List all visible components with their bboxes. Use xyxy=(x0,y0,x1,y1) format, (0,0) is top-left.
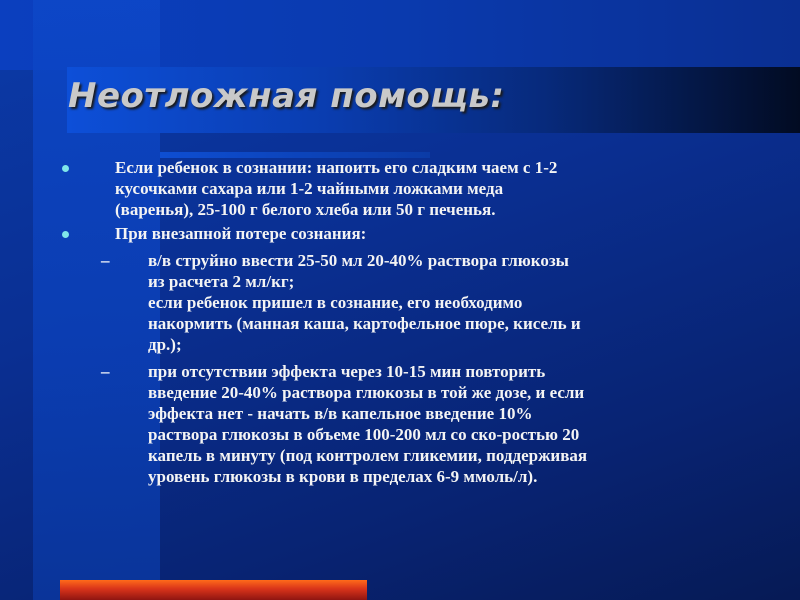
sub-bullet-text-line: накормить (манная каша, картофельное пюре, кисель и xyxy=(148,314,581,333)
slide-content xyxy=(62,157,762,490)
slide-title: Неотложная помощь: xyxy=(68,76,505,116)
bullet-text-line: кусочками сахара или 1-2 чайными ложками меда xyxy=(115,179,504,198)
bullet-text-line: При внезапной потере сознания: xyxy=(115,224,367,243)
sub-bullet-text-line: введение 20-40% раствора глюкозы в той же дозе, и если xyxy=(148,383,585,402)
bullet-dot-icon xyxy=(62,165,69,172)
dash-marker-icon: – xyxy=(101,251,110,270)
bullet-dot-icon xyxy=(62,231,69,238)
sub-bullet-text-line: при отсутствии эффекта через 10-15 мин повторить xyxy=(148,362,546,381)
sub-bullet-text-line: раствора глюкозы в объеме 100-200 мл со ско-ростью 20 xyxy=(148,425,580,444)
bullet-item xyxy=(62,223,762,244)
bullet-text-line: Если ребенок в сознании: напоить его сладким чаем с 1-2 xyxy=(115,158,558,177)
sub-bullet-item xyxy=(62,250,762,355)
sub-bullet-text-line: эффекта нет - начать в/в капельное введение 10% xyxy=(148,404,533,423)
sub-bullet-text-line: если ребенок пришел в сознание, его необходимо xyxy=(148,293,523,312)
sub-bullet-text-line: из расчета 2 мл/кг; xyxy=(148,272,295,291)
bullet-item xyxy=(62,157,762,220)
bullet-text-line: (варенья), 25-100 г белого хлеба или 50 г печенья. xyxy=(115,200,496,219)
dash-marker-icon: – xyxy=(101,362,110,381)
sub-bullet-item xyxy=(62,361,762,487)
sub-bullet-text-line: уровень глюкозы в крови в пределах 6-9 ммоль/л). xyxy=(148,467,538,486)
sub-bullet-text-line: др.); xyxy=(148,335,182,354)
bottom-red-decor-bar xyxy=(60,580,367,600)
sub-bullet-text-line: в/в струйно ввести 25-50 мл 20-40% раствора глюкозы xyxy=(148,251,569,270)
sub-bullet-text-line: капель в минуту (под контролем гликемии, поддерживая xyxy=(148,446,588,465)
